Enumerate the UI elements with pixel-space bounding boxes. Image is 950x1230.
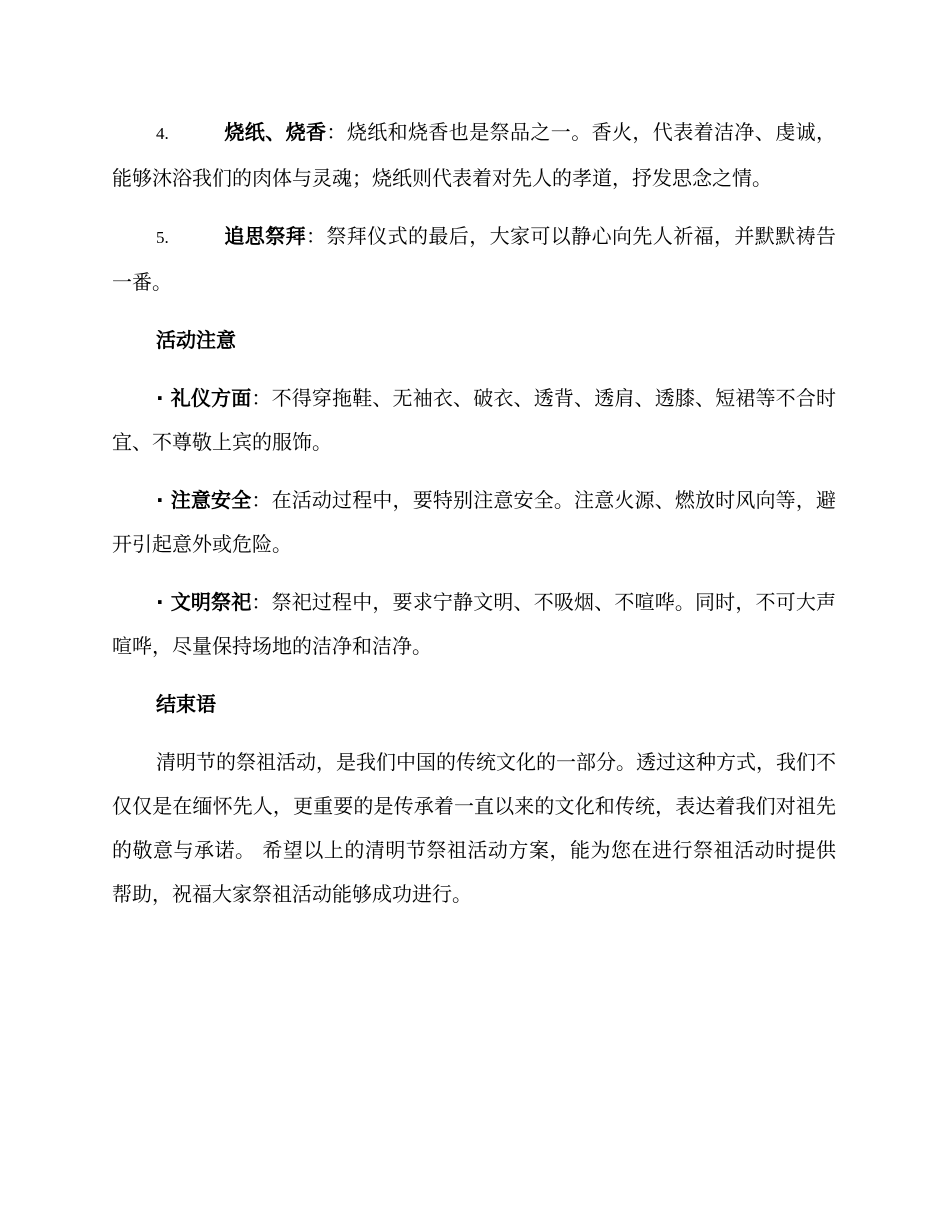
conclusion-paragraph: 清明节的祭祖活动，是我们中国的传统文化的一部分。透过这种方式，我们不仅仅是在缅怀先人，更重要的是传承着一直以来的文化和传统，表达着我们对祖先的敬意与承诺。 希望以上的清明节祭祖活动方案，能为您在进行祭祖活动时提供帮助，祝福大家祭祖活动能够成功进行。 [112, 750, 836, 906]
list-item-title: 追思祭拜 [224, 224, 306, 248]
note-separator: ： [251, 386, 272, 410]
note-text: 祭祀过程中，要求宁静文明、不吸烟、不喧哗。同时，不可大声喧哗，尽量保持场地的洁净和洁净。 [112, 590, 837, 658]
list-item-title: 烧纸、烧香 [224, 120, 327, 144]
note-separator: ： [251, 488, 272, 512]
note-separator: ： [251, 590, 272, 614]
note-text: 在活动过程中，要特别注意安全。注意火源、燃放时风向等，避开引起意外或危险。 [112, 488, 837, 556]
list-item-text: 祭拜仪式的最后，大家可以静心向先人祈福，并默默祷告一番。 [112, 224, 837, 294]
list-number: 4. [156, 124, 169, 143]
list-item-separator: ： [306, 224, 327, 248]
list-number: 5. [156, 228, 169, 247]
list-item-4 [112, 110, 836, 200]
note-text: 不得穿拖鞋、无袖衣、破衣、透背、透肩、透膝、短裙等不合时宜、不尊敬上宾的服饰。 [112, 386, 837, 454]
note-safety [112, 478, 836, 566]
list-item-separator: ： [326, 120, 347, 144]
note-title: · 文明祭祀 [156, 590, 252, 614]
note-title: · 礼仪方面 [156, 386, 252, 410]
list-item-text: 烧纸和烧香也是祭品之一。香火，代表着洁净、虔诚，能够沐浴我们的肉体与灵魂；烧纸则代表着对先人的孝道，抒发思念之情。 [112, 120, 837, 190]
list-item-5 [112, 214, 836, 304]
note-title: · 注意安全 [156, 488, 252, 512]
section-heading-conclusion: 结束语 [156, 692, 216, 716]
document-page [112, 110, 836, 930]
section-heading-notes: 活动注意 [156, 328, 236, 352]
note-civilized-worship [112, 580, 836, 668]
note-etiquette [112, 376, 836, 464]
